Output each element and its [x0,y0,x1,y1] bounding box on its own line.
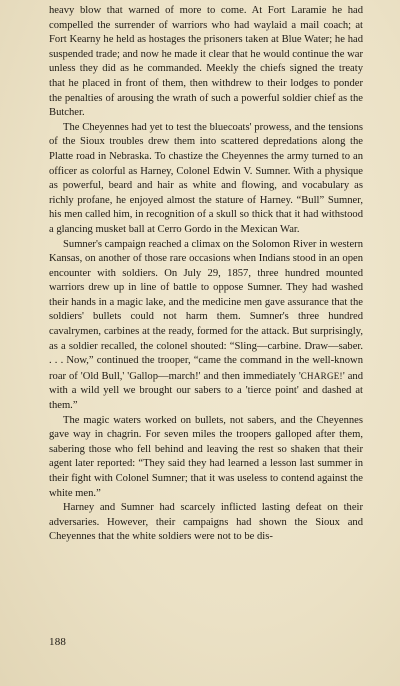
paragraph-4: The magic waters worked on bullets, not sabers, and the Cheyennes gave way in chagrin. For seven miles the troopers galloped after them, sabering those who fell behind and leaving the rest so shaken that their agent later reported: “They said they had learned a lesson last summer in their fight with Colonel Sumner; that it was useless to contend against the white men.” [49,414,363,499]
page-number: 188 [49,636,67,648]
paragraph-1: heavy blow that warned of more to come. At Fort Laramie he had compelled the surrender of warriors who had waylaid a mail coach; at Fort Kearny he held as hostages the prisoners taken at Blue Water; he had suspended trade; and now he made it clear that he would continue the war unless they did as he commanded. Meekly the chiefs signed the treaty that he placed in front of them, then withdrew to their lodges to ponder the penalties of arousing the wrath of such a powerful soldier chief as the Butcher. [49,5,363,119]
paragraph-3-tail: ' and with a wild yell we brought our sabers to a 'tierce point' and dashed at them.” [49,370,363,412]
charge-word: CHARGE! [300,370,343,381]
paragraph-3-head: Sumner's campaign reached a climax on the Solomon River in western Kansas, on another of those rare occasions when Indians stood in an open encounter with soldiers. On July 29, 1857, three hundred mounted warriors drew up in line of battle to oppose Sumner. They had washed their hands in a magic lake, and the medicine men gave assurance that the soldiers' bullets could not harm them. Sumner's three hundred cavalrymen, carbines at the ready, formed for the attack. But surprisingly, as a soldier recalled, the colonel shouted: “Sling—carbine. Draw—saber. . . . Now,” continued the trooper, “came the command in the well-known roar of 'Old Bull,' 'Gallop—march!' and then immediately ' [49,238,363,382]
body-text [49,4,363,545]
paragraph-3 [49,238,363,414]
paragraph-5: Harney and Sumner had scarcely inflicted lasting defeat on their adversaries. However, their campaigns had shown the Sioux and Cheyennes that the white soldiers were not to be dis- [49,502,363,543]
paragraph-2: The Cheyennes had yet to test the bluecoats' prowess, and the tensions of the Sioux troubles drew them into scattered depredations along the Platte road in Nebraska. To chastize the Cheyennes the army turned to an officer as colorful as Harney, Colonel Edwin V. Sumner. With a physique as powerful, beard and hair as white and flowing, and vocabulary as richly profane, he enjoyed almost the stature of Harney. “Bull” Sumner, his men called him, in recognition of a skull so thick that it had withstood a glancing musket ball at Cerro Gordo in the Mexican War. [49,121,363,235]
